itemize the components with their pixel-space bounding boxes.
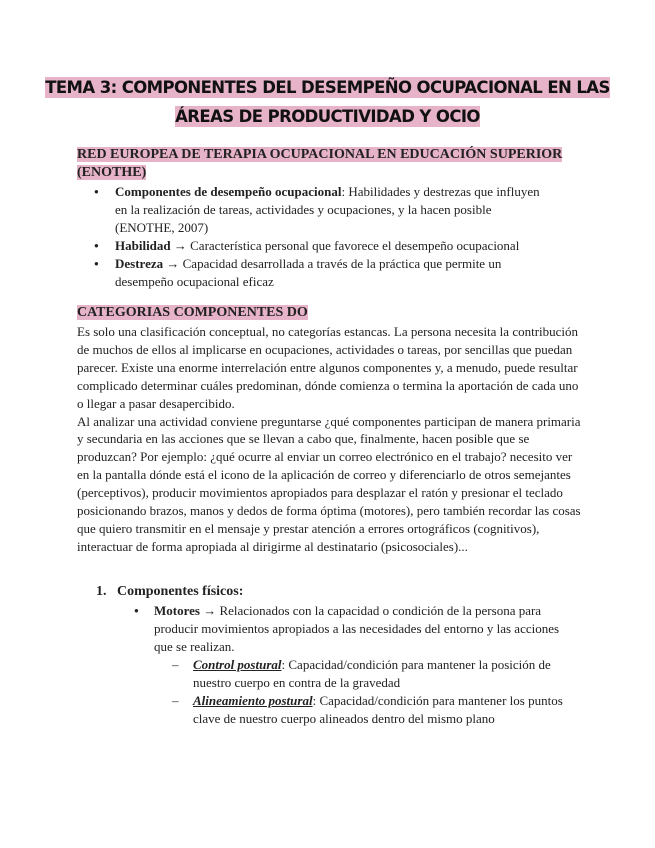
list-item: ● Destreza → Capacidad desarrollada a través de la práctica que permite un desempeño ocupacional eficaz	[94, 255, 544, 291]
list-item: – Control postural: Capacidad/condición para mantener la posición de nuestro cuerpo en contra de la gravedad	[172, 656, 572, 692]
document-title-line-2: ÁREAS DE PRODUCTIVIDAD Y OCIO	[175, 107, 480, 126]
list-item: ● Habilidad → Característica personal que favorece el desempeño ocupacional	[94, 237, 544, 255]
document-title-line-1: TEMA 3: COMPONENTES DEL DESEMPEÑO OCUPACIONAL EN LAS	[45, 78, 610, 97]
paragraph: Es solo una clasificación conceptual, no categorías estancas. La persona necesita la contribución de muchos de ellos al implicarse en ocupaciones, actividades o tareas, por sencillas que puedan parecer. Existe una enorme interrelación entre algunos componentes y, a menudo, puede resultar complicado determinar cuáles predominan, dónde comienza o termina la aportación de cada uno o llegar a pasar desapercibido.	[77, 324, 579, 411]
categorias-body	[77, 323, 582, 556]
section-heading-enothe-line-2: (ENOTHE)	[77, 165, 147, 180]
list-item: ● Motores → Relacionados con la capacidad o condición de la persona para producir movimientos apropiados a las necesidades del entorno y las acciones que se realizan.	[134, 602, 574, 656]
definition-list	[94, 183, 544, 291]
paragraph: Al analizar una actividad conviene preguntarse ¿qué componentes participan de manera primaria y secundaria en las acciones que se llevan a cabo que, finalmente, hacen posible que se produzcan? Por ejemplo: ¿qué ocurre al enviar un correo electrónico en el trabajo? necesito ver en la pantalla dónde está el icono de la aplicación de correo y diferenciarlo de otros semejantes (perceptivos), producir movimientos apropiados para desplazar el ratón y presionar el teclado posicionando brazos, manos y dedos de forma óptima (motores), pero también recordar las cosas que quiero transmitir en el mensaje y prestar atención a errores ortográficos (cognitivos), interactuar de forma apropiada al dirigirme al destinatario (psicosociales)...	[77, 413, 581, 554]
numbered-heading-componentes-fisicos: 1. Componentes físicos:	[96, 584, 244, 599]
section-heading-categorias: CATEGORIAS COMPONENTES DO	[77, 305, 308, 320]
section-heading-enothe: RED EUROPEA DE TERAPIA OCUPACIONAL EN EDUCACIÓN SUPERIOR	[77, 147, 563, 162]
motores-list	[134, 602, 574, 656]
postural-list	[172, 656, 572, 728]
list-item: – Alineamiento postural: Capacidad/condición para mantener los puntos clave de nuestro cuerpo alineados dentro del mismo plano	[172, 692, 572, 728]
list-item: ● Componentes de desempeño ocupacional: Habilidades y destrezas que influyen en la realización de tareas, actividades y ocupaciones, y la hacen posible (ENOTHE, 2007)	[94, 183, 544, 237]
